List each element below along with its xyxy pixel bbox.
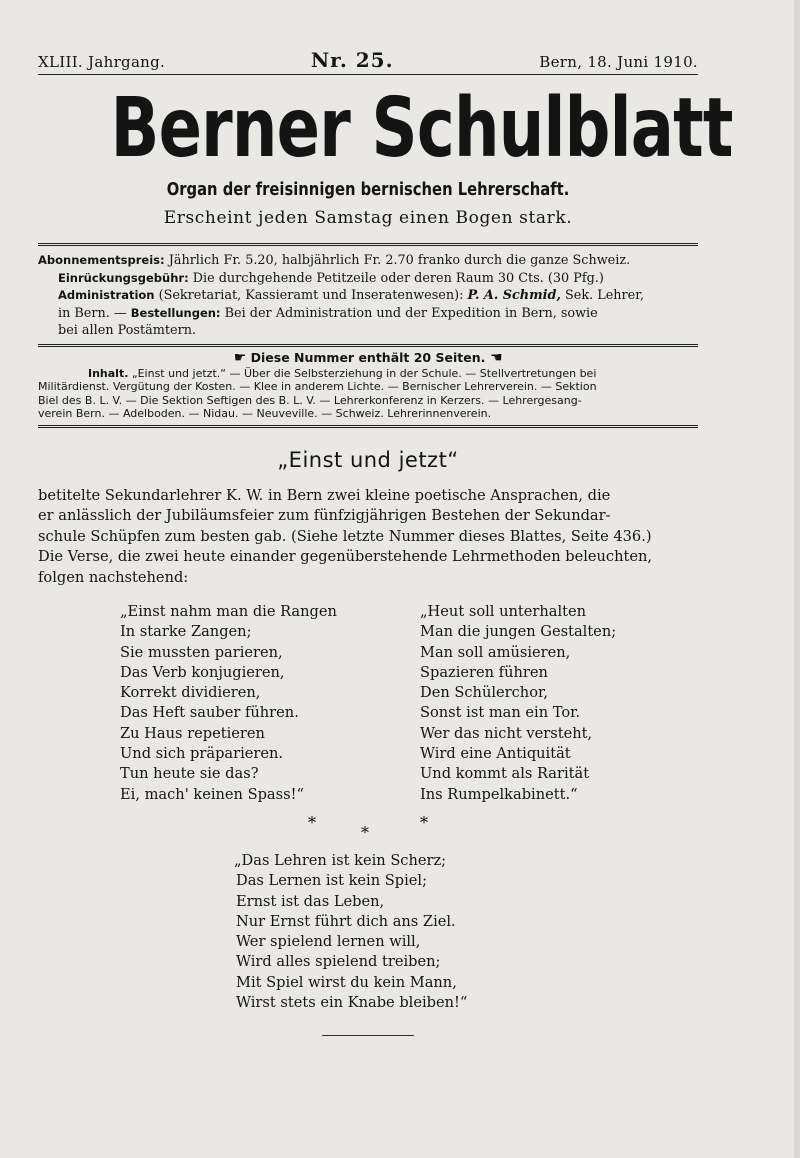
admin-name: P. A. Schmid, (467, 288, 561, 303)
abo-line (38, 252, 698, 270)
admin-line2: in Bern. — (58, 305, 127, 321)
poem-line: Wird alles spielend treiben; (236, 953, 441, 971)
place-date: Bern, 18. Juni 1910. (539, 53, 698, 71)
fee-line (38, 270, 698, 288)
poem-line: In starke Zangen; (120, 623, 252, 641)
poem-line: Korrekt dividieren, (120, 684, 261, 702)
admin-text: (Sekretariat, Kassieramt und Inseratenwesen): (158, 288, 464, 303)
poem-columns (38, 602, 698, 805)
article-line: er anlässlich der Jubiläumsfeier zum fünfzigjährigen Bestehen der Sekundar- (38, 507, 611, 524)
poem-jetzt (420, 602, 616, 805)
closing-rule (322, 1035, 414, 1036)
star-divider: * (361, 822, 369, 842)
orders-text: Bei der Administration und der Expedition in Bern, sowie (224, 305, 598, 321)
poem-line: Wer spielend lernen will, (236, 933, 421, 951)
admin-line (38, 287, 698, 305)
poem-line: Das Verb konjugieren, (120, 663, 285, 681)
contents-line-1 (38, 367, 698, 381)
article-body (38, 486, 698, 589)
fee-text: Die durchgehende Petitzeile oder deren Raum 30 Cts. (30 Pfg.) (192, 270, 604, 286)
section-stars (38, 811, 698, 851)
poem-line: Zu Haus repetieren (120, 724, 265, 742)
fee-label: Einrückungsgebühr: (58, 270, 189, 285)
poem-line: Sonst ist man ein Tor. (420, 704, 581, 722)
contents-label: Inhalt. (88, 366, 129, 380)
notice-text: Diese Nummer enthält 20 Seiten. (250, 349, 486, 365)
contents-line-3: Biel des B. L. V. — Die Sektion Seftigen des B. L. V. — Lehrerkonferenz in Kerzers. — Lehrergesang- (38, 393, 582, 407)
scan-edge (794, 0, 800, 1158)
volume-label: XLIII. Jahrgang. (38, 53, 166, 71)
poem-line: Sie mussten parieren, (120, 643, 283, 661)
info-bottom-rule (38, 344, 698, 347)
poem-line: Tun heute sie das? (120, 765, 259, 783)
poem-line: Das Lernen ist kein Spiel; (236, 872, 427, 890)
star-divider: * (308, 812, 316, 832)
article-line: schule Schüpfen zum besten gab. (Siehe letzte Nummer dieses Blattes, Seite 436.) (38, 527, 652, 545)
poem-line: Ernst ist das Leben, (236, 892, 385, 910)
orders-line (38, 305, 698, 323)
poem-line: Nur Ernst führt dich ans Ziel. (236, 912, 456, 930)
masthead-rule (38, 74, 698, 75)
abo-text: Jährlich Fr. 5.20, halbjährlich Fr. 2.70 franko durch die ganze Schweiz. (168, 253, 631, 268)
poem-einst (38, 602, 420, 805)
issue-number: Nr. 25. (310, 48, 394, 72)
admin-tail: Sek. Lehrer, (565, 288, 645, 303)
pointing-hand-left-icon: ☛ (489, 349, 503, 366)
issue-notice (38, 349, 698, 367)
poem-line: Ins Rumpelkabinett.“ (420, 785, 578, 803)
article-line: folgen nachstehend: (38, 568, 189, 586)
admin-label: Administration (58, 288, 155, 302)
poem-line: Man soll amüsieren, (420, 643, 571, 661)
subscription-info (38, 252, 698, 340)
poem-line: Das Heft sauber führen. (120, 704, 299, 722)
poem-line: Den Schülerchor, (420, 684, 548, 702)
contents-line-2: Militärdienst. Vergütung der Kosten. — Klee in anderem Lichte. — Bernischer Lehrerverein. — Sektion (38, 380, 597, 393)
poem-line: Und kommt als Rarität (420, 765, 590, 783)
poem-line: „Heut soll unterhalten (420, 603, 587, 620)
newspaper-subtitle: Organ der freisinnigen bernischen Lehrerschaft. (166, 179, 570, 200)
newspaper-page (38, 48, 733, 1036)
contents-text-1: „Einst und jetzt.“ — Über die Selbsterziehung in der Schule. — Stellvertretungen bei (131, 366, 597, 380)
pointing-hand-right-icon: ☛ (233, 349, 247, 366)
article-line: Die Verse, die zwei heute einander gegenüberstehende Lehrmethoden beleuchten, (38, 548, 653, 565)
contents-bottom-rule (38, 425, 698, 428)
poem-line: „Einst nahm man die Rangen (120, 603, 337, 620)
orders-label: Bestellungen: (130, 305, 221, 320)
article-title: „Einst und jetzt“ (277, 447, 459, 472)
orders-line3: bei allen Postämtern. (58, 323, 197, 338)
newspaper-tagline: Erscheint jeden Samstag einen Bogen stark. (163, 208, 573, 228)
contents-line-4: verein Bern. — Adelboden. — Nidau. — Neuveville. — Schweiz. Lehrerinnenverein. (38, 407, 492, 420)
article-line: betitelte Sekundarlehrer K. W. in Bern zwei kleine poetische Ansprachen, die (38, 486, 611, 504)
info-top-rule (38, 243, 698, 246)
poem-line: Und sich präparieren. (120, 745, 284, 763)
poem-line: Man die jungen Gestalten; (420, 623, 617, 641)
newspaper-title: Berner Schulblatt (110, 81, 733, 176)
poem-line: „Das Lehren ist kein Scherz; (234, 851, 447, 869)
table-of-contents (38, 367, 698, 421)
poem-line: Ei, mach' keinen Spass!“ (120, 785, 304, 803)
poem-line: Wirst stets ein Knabe bleiben!“ (236, 994, 468, 1012)
poem-line: Wird eine Antiquität (420, 745, 571, 763)
poem-line: Spazieren führen (420, 663, 548, 681)
poem-line: Mit Spiel wirst du kein Mann, (236, 973, 457, 991)
star-divider: * (420, 812, 428, 832)
poem-line: Wer das nicht versteht, (420, 724, 593, 742)
masthead-top (38, 48, 698, 74)
abo-label: Abonnementspreis: (38, 253, 165, 267)
poem-closing (234, 851, 698, 1013)
